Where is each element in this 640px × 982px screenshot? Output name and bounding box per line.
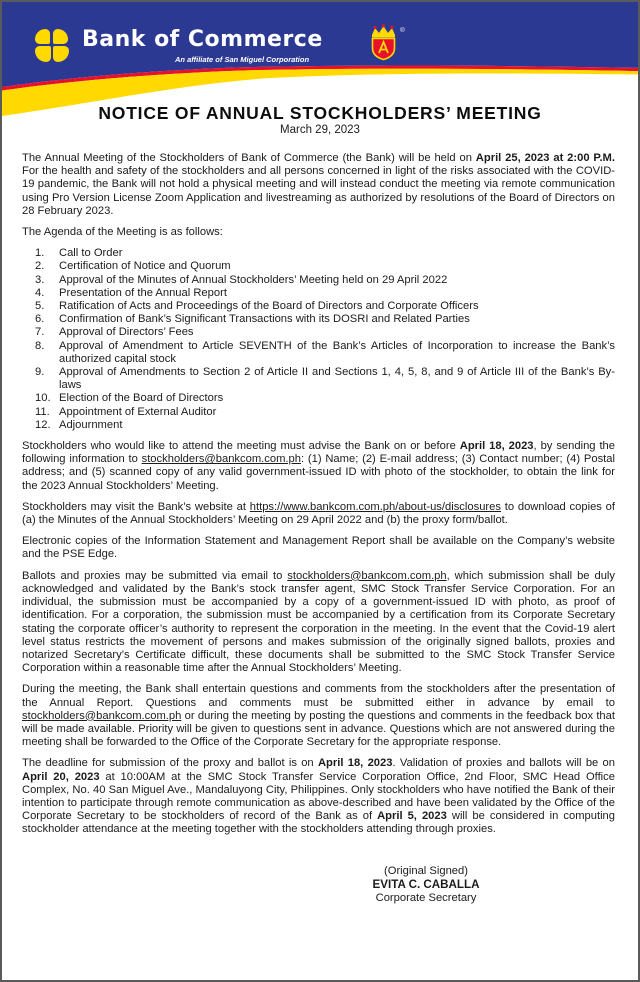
inline-link[interactable]: stockholders@bankcom.com.ph [287, 569, 447, 582]
text-segment: April 18, 2023 [459, 440, 534, 453]
agenda-item [35, 406, 615, 419]
text-segment: or during the meeting by posting the questions and comments in the feedback box that will be made available. Priority will be given to questions sent in advance. Questions which are not answered during the meeting shall be forwarded to the Office of the Corporate Secretary for the appropriate response. [22, 709, 615, 749]
paragraph-electronic-copies [22, 535, 615, 561]
bank-tagline: An affiliate of San Miguel Corporation [175, 55, 310, 64]
bank-logo-icon [35, 29, 69, 62]
signatory-name: EVITA C. CABALLA [372, 878, 480, 892]
paragraph-meeting-intro [22, 152, 615, 218]
agenda-item-number: 1. [35, 247, 45, 260]
agenda-item [35, 392, 615, 405]
text-segment: The Agenda of the Meeting is as follows: [22, 226, 223, 239]
signature-block [319, 865, 533, 906]
text-segment: For the health and safety of the stockholders and all persons concerned in light of the risks associated with the COVID-19 pandemic, the Bank will not hold a physical meeting and will instead conduct the meeting via remote communication using Pro Version License Zoom Application and livestreaming as authorized by resolutions of the Board of Directors on 28 February 2023. [22, 165, 615, 217]
text-segment: April 20, 2023 [22, 770, 100, 783]
agenda-item [35, 260, 615, 273]
agenda-item-number: 10. [35, 392, 51, 405]
agenda-item-text: Election of the Board of Directors [59, 392, 224, 405]
signatory-title: Corporate Secretary [375, 892, 477, 905]
registered-trademark-symbol: ® [400, 27, 405, 34]
agenda-item-text: Approval of Directors’ Fees [59, 326, 194, 339]
agenda-item-text: Ratification of Acts and Proceedings of the Board of Directors and Corporate Officers [59, 300, 479, 313]
agenda-item-number: 6. [35, 313, 45, 326]
text-segment: : (1) Name; (2) E-mail address; (3) Contact number; (4) Postal address; and (5) scanned copy of any valid government-issued ID with photo of the stockholder, to obtain the link for the 2023 Annual Stockholders’ Meeting. [22, 453, 615, 492]
inline-link[interactable]: stockholders@bankcom.com.ph [141, 453, 301, 466]
notice-body [2, 148, 638, 906]
agenda-item-text: Call to Order [59, 247, 123, 260]
agenda-item [35, 247, 615, 260]
paragraph-attendance [22, 440, 615, 493]
text-segment: Stockholders who would like to attend the meeting must advise the Bank on or before [22, 440, 460, 453]
paragraph-ballots-proxies [22, 570, 615, 676]
agenda-item-text: Appointment of External Auditor [59, 405, 217, 418]
agenda-item-number: 9. [35, 366, 45, 379]
text-segment: will be considered in computing stockholder attendance at the meeting together with the stockholders attending through proxies. [22, 810, 616, 836]
bank-wordmark: Bank of Commerce [82, 27, 323, 52]
text-segment: April 18, 2023 [317, 757, 393, 770]
text-segment: . Validation of proxies and ballots will be on [392, 757, 615, 770]
logo-petal [53, 29, 68, 44]
agenda-item-text: Approval of Amendments to Section 2 of Article II and Sections 1, 4, 5, 8, and 9 of Article III of the Bank’s By-laws [59, 366, 615, 392]
agenda-item [35, 366, 615, 392]
agenda-item-text: Adjournment [59, 418, 123, 431]
agenda-item [35, 274, 615, 287]
text-segment: April 25, 2023 at 2:00 P.M. [475, 152, 615, 164]
text-segment: , which submission shall be duly acknowledged and validated by the Bank’s stock transfer agent, SMC Stock Transfer Service Corporation. For an individual, the submission must be accompanied by a copy of a government-issued ID with photo, as proof of identification. For a corporation, the submission must be accompanied by a certification from its Corporate Secretary stating the corporate officer’s authority to represent the corporation in the meeting. In the event that the Covid-19 alert level status restricts the movement of persons and makes submission of the originally signed ballots, proxies and notarized Secretary’s Certificate difficult, these documents shall be submitted to the SMC Stock Transfer Service Corporation within a reasonable time after the Annual Stockholders’ Meeting. [22, 569, 615, 675]
agenda-item-text: Approval of the Minutes of Annual Stockholders’ Meeting held on 29 April 2022 [59, 273, 448, 286]
logo-petal [35, 46, 51, 62]
agenda-item-number: 2. [35, 260, 45, 273]
paragraph-questions [22, 683, 615, 749]
text-segment: at 10:00AM at the SMC Stock Transfer Service Corporation Office, 2nd Floor, SMC Head Office Complex, No. 40 San Miguel Ave., Mandaluyong City, Philippines. Only stockholders who have notified the Bank of their intention to participate through remote communication as above-described and have been validated by the Office of the Corporate Secretary to be stockholders of record of the Bank as of [22, 770, 615, 823]
signature-original-signed: (Original Signed) [384, 864, 468, 877]
agenda-item [35, 326, 615, 339]
agenda-item-text: Presentation of the Annual Report [59, 286, 227, 299]
agenda-item-number: 7. [35, 326, 45, 339]
text-segment: , by sending the following information to [22, 440, 615, 466]
text-segment: to download copies of (a) the Minutes of the Annual Stockholders’ Meeting on 29 April 2022 and (b) the proxy form/ballot. [22, 500, 615, 527]
text-segment: Electronic copies of the Information Statement and Management Report shall be available on the Company’s website and the PSE Edge. [22, 535, 615, 561]
agenda-item [35, 313, 615, 326]
text-segment: April 5, 2023 [377, 810, 447, 823]
inline-link[interactable]: stockholders@bankcom.com.ph [22, 709, 182, 722]
agenda-item-number: 12. [35, 418, 51, 431]
notice-title: NOTICE OF ANNUAL STOCKHOLDERS’ MEETING [98, 103, 542, 123]
agenda-item-text: Confirmation of Bank’s Significant Transactions with its DOSRI and Related Parties [59, 313, 470, 326]
agenda-item [35, 287, 615, 300]
text-segment: Stockholders may visit the Bank’s website at [22, 500, 250, 513]
bank-header-banner [2, 2, 638, 148]
agenda-item-number: 4. [35, 286, 45, 299]
agenda-item-number: 5. [35, 300, 45, 313]
agenda-item-text: Approval of Amendment to Article SEVENTH of the Bank’s Articles of Incorporation to increase the Bank’s authorized capital stock [59, 339, 615, 365]
logo-petal [53, 46, 69, 62]
agenda-item-number: 11. [35, 405, 50, 418]
text-segment: During the meeting, the Bank shall entertain questions and comments from the stockholders after the presentation of the Annual Report. Questions and comments must be submitted either in advance by email to [22, 683, 615, 709]
san-miguel-crest-icon [368, 24, 399, 61]
agenda-item-number: 8. [35, 339, 45, 352]
agenda-list [35, 247, 615, 432]
agenda-item-text: Certification of Notice and Quorum [59, 260, 231, 273]
agenda-item [35, 300, 615, 313]
agenda-item-number: 3. [35, 273, 45, 286]
logo-petal [35, 29, 50, 44]
text-segment: The Annual Meeting of the Stockholders of Bank of Commerce (the Bank) will be held on [22, 152, 476, 164]
text-segment: Ballots and proxies may be submitted via email to [22, 569, 288, 582]
text-segment: The deadline for submission of the proxy and ballot is on [22, 757, 318, 770]
agenda-item [35, 340, 615, 366]
notice-date: March 29, 2023 [280, 124, 360, 136]
paragraph-deadline [22, 757, 615, 836]
paragraph-agenda-intro [22, 226, 615, 239]
agenda-item [35, 419, 615, 432]
inline-link[interactable]: https://www.bankcom.com.ph/about-us/disclosures [249, 500, 501, 513]
paragraph-website [22, 501, 615, 527]
